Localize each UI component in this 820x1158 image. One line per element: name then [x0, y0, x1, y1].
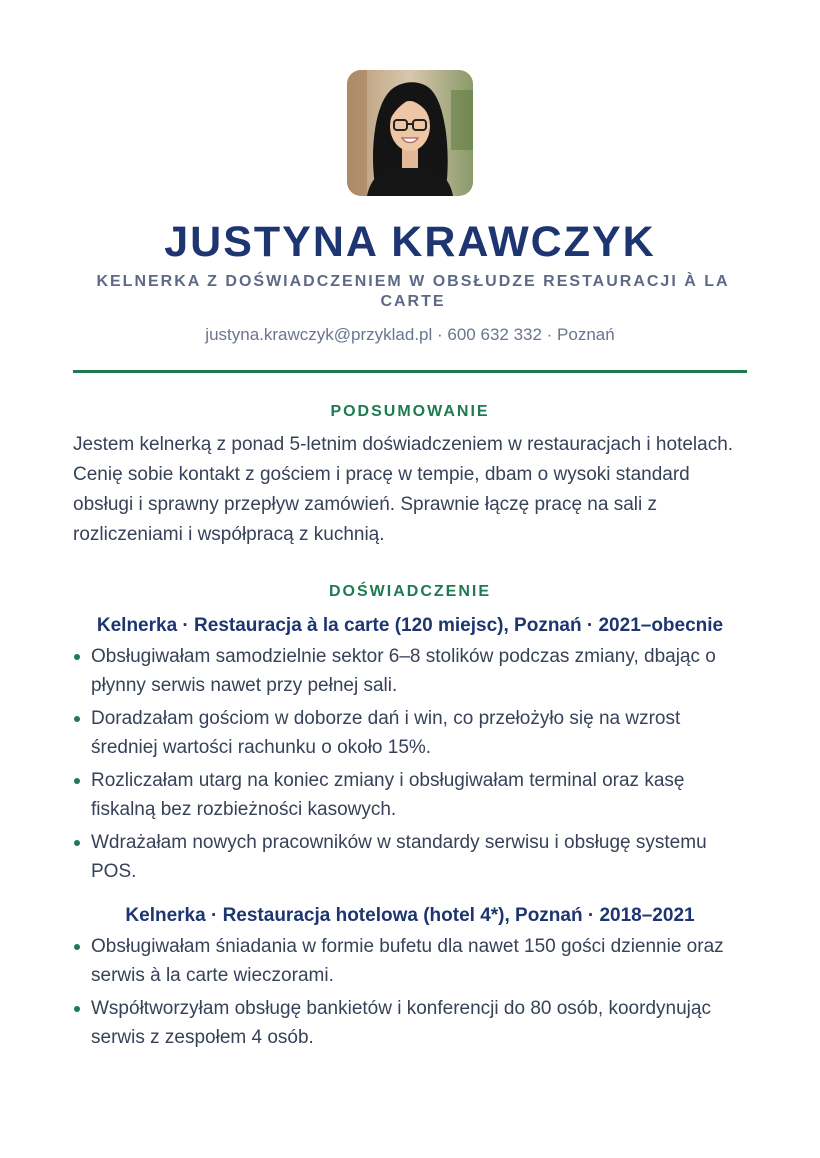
bullet-text: Obsługiwałam samodzielnie sektor 6–8 stolików podczas zmiany, dbając o płynny serwis nawet przy pełnej sali.	[91, 646, 716, 696]
job-title: Kelnerka · Restauracja à la carte (120 miejsc), Poznań · 2021–obecnie	[96, 615, 724, 636]
bullet-text: Doradzałam gościom w doborze dań i win, co przełożyło się na wzrost średniej wartości rachunku o około 15%.	[91, 708, 681, 758]
list-item	[73, 642, 747, 700]
job-bullets	[73, 932, 747, 1052]
candidate-name: JUSTYNA KRAWCZYK	[164, 218, 656, 266]
bullet-text: Obsługiwałam śniadania w formie bufetu dla nawet 150 gości dziennie oraz serwis à la carte wieczorami.	[91, 936, 724, 986]
job-entry	[73, 614, 747, 886]
bullet-dot-icon	[74, 944, 80, 950]
job-bullets	[73, 642, 747, 886]
summary-section	[73, 402, 747, 550]
list-item	[73, 994, 747, 1052]
bullet-dot-icon	[74, 1006, 80, 1012]
bullet-text: Współtworzyłam obsługę bankietów i konferencji do 80 osób, koordynując serwis z zespołem 4 osób.	[91, 998, 711, 1048]
bullet-dot-icon	[74, 778, 80, 784]
job-title: Kelnerka · Restauracja hotelowa (hotel 4*), Poznań · 2018–2021	[125, 905, 695, 926]
list-item	[73, 828, 747, 886]
experience-section	[73, 582, 747, 1052]
candidate-title: KELNERKA Z DOŚWIADCZENIEM W OBSŁUDZE RESTAURACJI À LA CARTE	[96, 273, 730, 310]
resume-header	[73, 70, 747, 346]
experience-heading: DOŚWIADCZENIE	[329, 583, 491, 600]
bullet-text: Wdrażałam nowych pracowników w standardy serwisu i obsługę systemu POS.	[91, 832, 707, 882]
bullet-dot-icon	[74, 716, 80, 722]
summary-text: Jestem kelnerką z ponad 5-letnim doświadczeniem w restauracjach i hotelach. Cenię sobie kontakt z gościem i pracę w tempie, dbam o wysoki standard obsługi i sprawny przepływ zamówień. Sprawnie łączę pracę na sali z rozliczeniami i współpracą z kuchnią.	[73, 434, 734, 545]
job-entry	[73, 904, 747, 1052]
profile-photo	[347, 70, 473, 196]
summary-heading: PODSUMOWANIE	[330, 403, 490, 420]
list-item	[73, 704, 747, 762]
bullet-dot-icon	[74, 840, 80, 846]
list-item	[73, 766, 747, 824]
contact-line: justyna.krawczyk@przyklad.pl · 600 632 332 · Poznań	[205, 325, 615, 344]
header-divider	[73, 370, 747, 373]
bullet-dot-icon	[74, 654, 80, 660]
list-item	[73, 932, 747, 990]
profile-photo-image	[347, 70, 473, 196]
bullet-text: Rozliczałam utarg na koniec zmiany i obsługiwałam terminal oraz kasę fiskalną bez rozbieżności kasowych.	[91, 770, 685, 820]
